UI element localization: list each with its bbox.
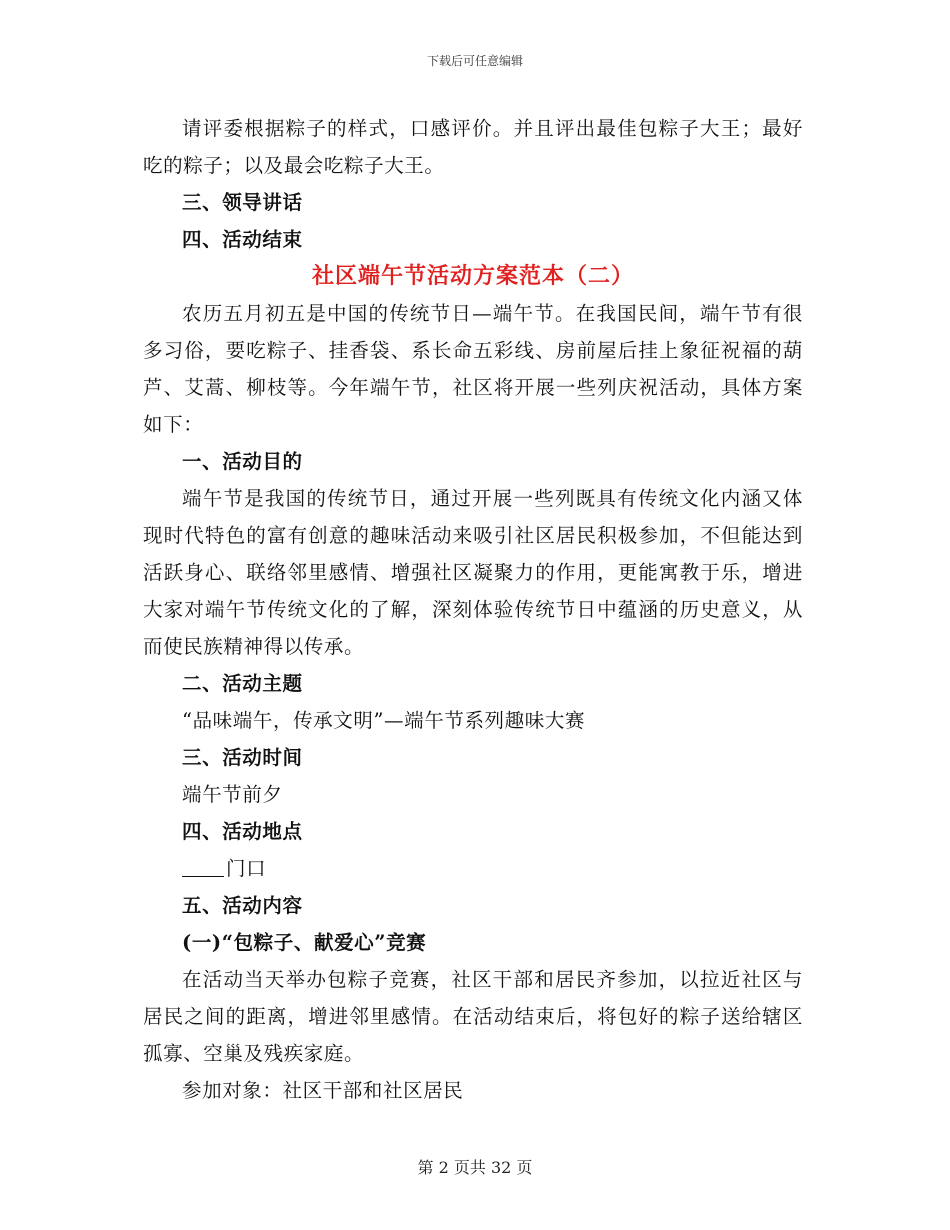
heading-place: 四、活动地点 bbox=[182, 820, 303, 843]
paragraph-contest: 在活动当天举办包粽子竞赛，社区干部和居民齐参加，以拉近社区与居民之间的距离，增进邻里感情。在活动结束后，将包好的粽子送给辖区孤寡、空巢及残疾家庭。 bbox=[143, 968, 803, 1065]
paragraph-participants: 参加对象：社区干部和社区居民 bbox=[182, 1079, 464, 1102]
paragraph-time: 端午节前夕 bbox=[182, 783, 283, 806]
paragraph-intro: 农历五月初五是中国的传统节日—端午节。在我国民间，端午节有很多习俗，要吃粽子、挂香袋、系长命五彩线、房前屋后挂上象征祝福的葫芦、艾蒿、柳枝等。今年端午节，社区将开展一些列庆祝活动，具体方案如下： bbox=[143, 302, 803, 436]
document-body bbox=[143, 110, 803, 1109]
heading-time: 三、活动时间 bbox=[182, 746, 303, 769]
paragraph-purpose: 端午节是我国的传统节日，通过开展一些列既具有传统文化内涵又体现时代特色的富有创意的趣味活动来吸引社区居民积极参加，不但能达到活跃身心、联络邻里感情、增强社区凝聚力的作用，更能寓教于乐，增进大家对端午节传统文化的了解，深刻体验传统节日中蕴涵的历史意义，从而使民族精神得以传承。 bbox=[143, 487, 803, 658]
heading-content: 五、活动内容 bbox=[182, 894, 303, 917]
paragraph-place bbox=[143, 850, 803, 887]
page-footer: 第 2 页共 32 页 bbox=[417, 1158, 533, 1177]
page-header: 下载后可任意编辑 bbox=[426, 54, 523, 68]
paragraph-theme: “品味端午，传承文明”—端午节系列趣味大赛 bbox=[182, 709, 586, 732]
place-text: 门口 bbox=[226, 857, 267, 880]
subheading-contest: (一)“包粽子、献爱心”竞赛 bbox=[182, 931, 427, 954]
heading-theme: 二、活动主题 bbox=[182, 672, 303, 695]
heading-leader-speech: 三、领导讲话 bbox=[182, 191, 303, 214]
heading-activity-end: 四、活动结束 bbox=[182, 228, 303, 251]
paragraph-judging: 请评委根据粽子的样式，口感评价。并且评出最佳包粽子大王；最好吃的粽子；以及最会吃粽子大王。 bbox=[143, 117, 803, 177]
blank-underline bbox=[182, 856, 224, 877]
section-title: 社区端午节活动方案范本（二） bbox=[311, 263, 634, 289]
heading-purpose: 一、活动目的 bbox=[182, 450, 303, 473]
